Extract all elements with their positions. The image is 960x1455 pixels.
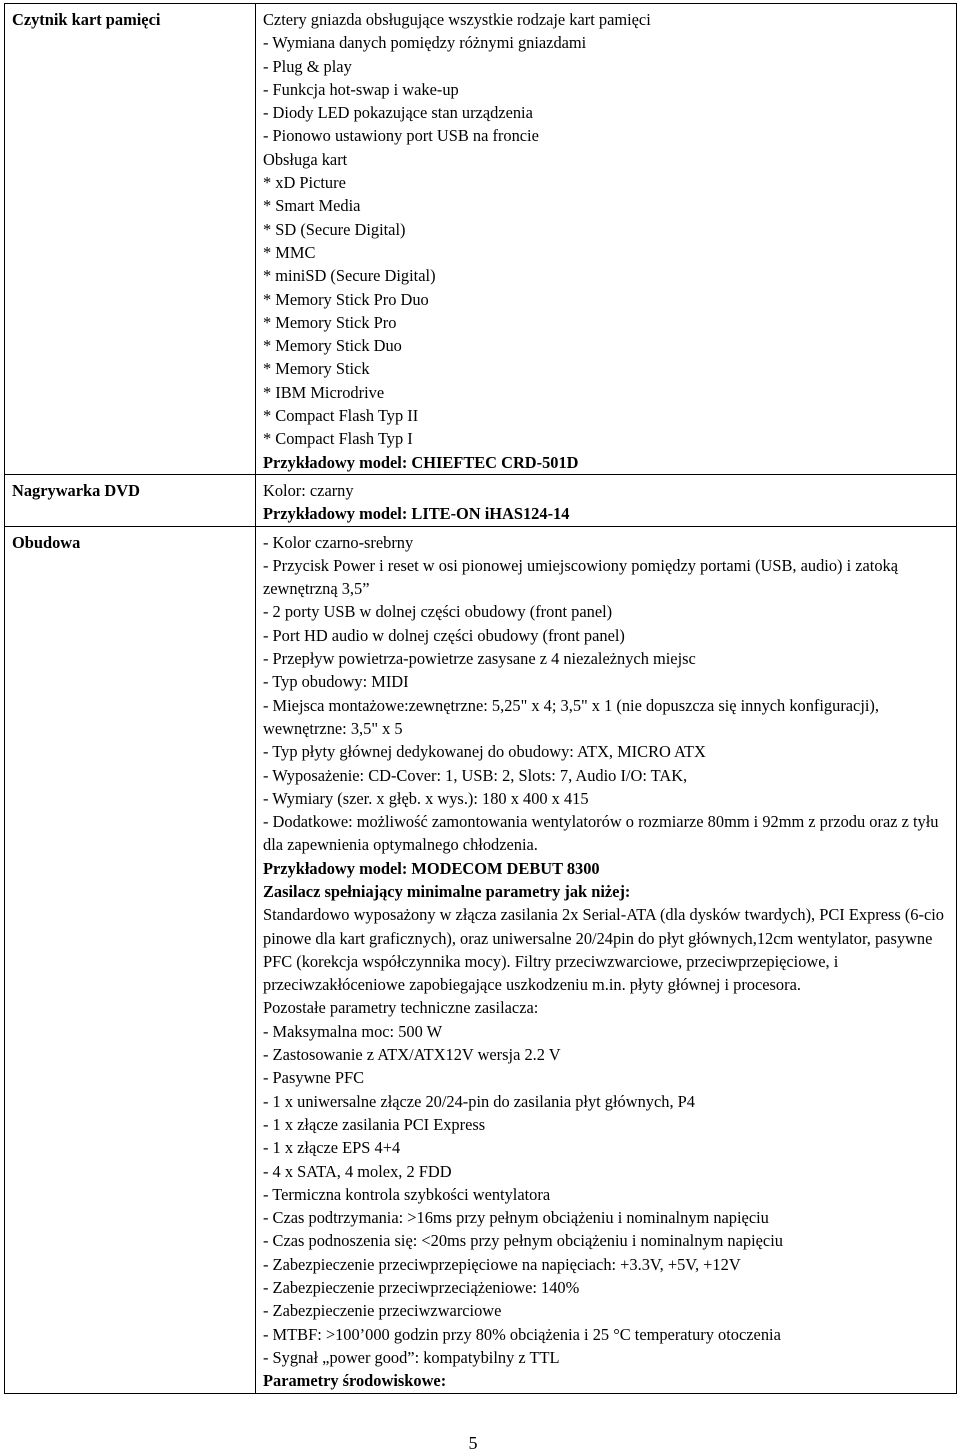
content-line: - Wymiana danych pomiędzy różnymi gniazdami	[263, 33, 587, 53]
content-line-heading: Parametry środowiskowe:	[263, 1371, 447, 1391]
row-content-cell	[256, 474, 957, 526]
content-line-heading: Przykładowy model: MODECOM DEBUT 8300	[263, 858, 600, 878]
content-line: - Termiczna kontrola szybkości wentylatora	[263, 1184, 551, 1204]
content-line: - 2 porty USB w dolnej części obudowy (front panel)	[263, 602, 613, 622]
specification-table	[4, 3, 957, 1394]
content-line: - Przycisk Power i reset w osi pionowej umiejscowiony pomiędzy portami (USB, audio) i zatoką zewnętrzną 3,5”	[263, 555, 899, 599]
content-line: * Compact Flash Typ II	[263, 406, 419, 426]
content-line: - Czas podnoszenia się: <20ms przy pełnym obciążeniu i nominalnym napięciu	[263, 1231, 783, 1251]
content-line: - Diody LED pokazujące stan urządzenia	[263, 103, 533, 123]
content-line-heading: Przykładowy model: LITE-ON iHAS124-14	[263, 504, 570, 524]
content-line: Kolor: czarny	[263, 480, 354, 500]
page-number: 5	[468, 1433, 478, 1453]
content-line: Pozostałe parametry techniczne zasilacza:	[263, 998, 539, 1018]
content-line: - Miejsca montażowe:zewnętrzne: 5,25" x 4; 3,5" x 1 (nie dopuszcza się innych konfiguracji), wewnętrzne: 3,5" x 5	[263, 695, 879, 738]
content-line: - Zabezpieczenie przeciwzwarciowe	[263, 1301, 502, 1321]
table-row	[5, 474, 957, 526]
content-line: - 4 x SATA, 4 molex, 2 FDD	[263, 1161, 452, 1181]
content-line: * Memory Stick	[263, 359, 370, 379]
content-line: - Wyposażenie: CD-Cover: 1, USB: 2, Slots: 7, Audio I/O: TAK,	[263, 765, 688, 785]
content-line: - 1 x uniwersalne złącze 20/24-pin do zasilania płyt głównych, P4	[263, 1091, 695, 1111]
content-line: - 1 x złącze EPS 4+4	[263, 1138, 401, 1158]
content-line: - Funkcja hot-swap i wake-up	[263, 79, 459, 99]
content-line: - Dodatkowe: możliwość zamontowania wentylatorów o rozmiarze 80mm i 92mm z przodu oraz z tyłu dla zapewnienia optymalnego chłodzenia.	[263, 812, 939, 855]
table-row	[5, 4, 957, 475]
content-line: * Smart Media	[263, 196, 361, 216]
content-line: * Memory Stick Duo	[263, 336, 402, 356]
content-line: - Pionowo ustawiony port USB na froncie	[263, 126, 539, 146]
content-line: Obsługa kart	[263, 149, 348, 169]
content-line: - Plug & play	[263, 56, 352, 76]
content-line: - Zabezpieczenie przeciwprzepięciowe na napięciach: +3.3V, +5V, +12V	[263, 1254, 741, 1274]
content-line: - Zastosowanie z ATX/ATX12V wersja 2.2 V	[263, 1045, 561, 1065]
content-line: - Kolor czarno-srebrny	[263, 532, 414, 552]
content-line: * xD Picture	[263, 173, 346, 193]
table-row	[5, 526, 957, 1393]
content-line: Cztery gniazda obsługujące wszystkie rodzaje kart pamięci	[263, 10, 651, 29]
row-label-cell	[5, 474, 256, 526]
content-line: - Pasywne PFC	[263, 1068, 365, 1088]
content-line: - Przepływ powietrza-powietrze zasysane z 4 niezależnych miejsc	[263, 649, 696, 669]
content-line: - Maksymalna moc: 500 W	[263, 1021, 443, 1041]
content-line: - Czas podtrzymania: >16ms przy pełnym obciążeniu i nominalnym napięciu	[263, 1208, 769, 1228]
content-line: - Wymiary (szer. x głęb. x wys.): 180 x 400 x 415	[263, 788, 589, 808]
content-line: - Sygnał „power good”: kompatybilny z TTL	[263, 1347, 560, 1367]
content-line: * Memory Stick Pro	[263, 312, 397, 332]
content-line: - 1 x złącze zasilania PCI Express	[263, 1114, 486, 1134]
row-label: Nagrywarka DVD	[12, 480, 140, 500]
content-line: - Typ obudowy: MIDI	[263, 672, 409, 692]
content-line: - MTBF: >100’000 godzin przy 80% obciążenia i 25 °C temperatury otoczenia	[263, 1324, 781, 1344]
content-line: - Typ płyty głównej dedykowanej do obudowy: ATX, MICRO ATX	[263, 742, 706, 762]
row-label: Czytnik kart pamięci	[12, 10, 161, 29]
content-line: Standardowo wyposażony w złącza zasilania 2x Serial-ATA (dla dysków twardych), PCI Express (6-cio pinowe dla kart graficznych), oraz uniwersalne 20/24pin do płyt głównych,12cm wentylator, pasywne PFC (korekcja współczynnika mocy). Filtry przeciwzwarciowe, przeciwprzepięciowe, i przeciwzakłóceniowe zapobiegające uszkodzeniu m.in. płyty głównej i procesora.	[263, 905, 944, 995]
content-line-heading: Przykładowy model: CHIEFTEC CRD-501D	[263, 452, 579, 472]
content-line: * Compact Flash Typ I	[263, 429, 413, 449]
row-content-cell	[256, 4, 957, 475]
row-content-cell	[256, 526, 957, 1393]
content-line: * MMC	[263, 242, 316, 262]
row-label-cell	[5, 526, 256, 1393]
content-line: * IBM Microdrive	[263, 382, 385, 402]
row-label: Obudowa	[12, 532, 81, 552]
content-line: * Memory Stick Pro Duo	[263, 289, 429, 309]
row-label-cell	[5, 4, 256, 475]
content-line: - Port HD audio w dolnej części obudowy (front panel)	[263, 625, 625, 645]
specification-table-body	[5, 4, 957, 1394]
content-line: * SD (Secure Digital)	[263, 219, 406, 239]
content-line: * miniSD (Secure Digital)	[263, 266, 436, 286]
content-line-heading: Zasilacz spełniający minimalne parametry jak niżej:	[263, 881, 631, 901]
content-line: - Zabezpieczenie przeciwprzeciążeniowe: 140%	[263, 1278, 580, 1298]
